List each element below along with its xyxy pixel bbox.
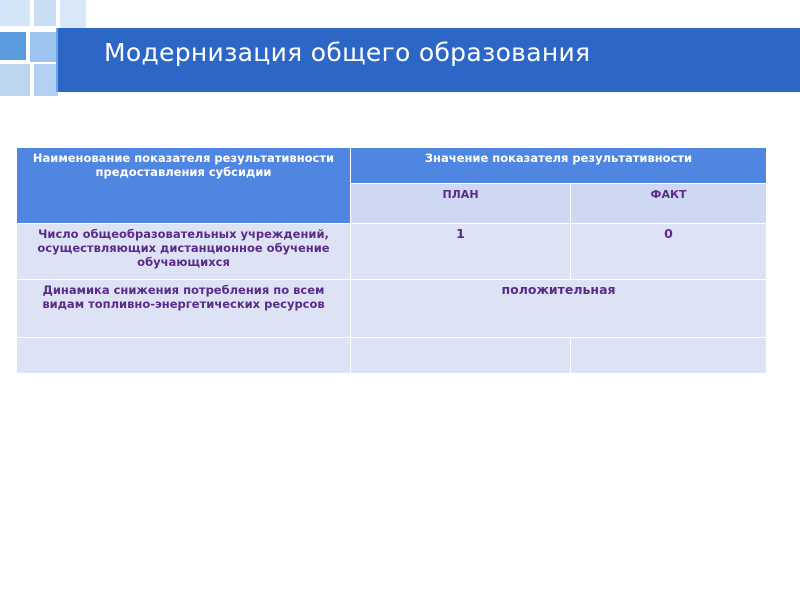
row-plan [351, 338, 571, 374]
decor-square [0, 64, 30, 96]
slide-title: Модернизация общего образования [104, 38, 591, 67]
row-name: Динамика снижения потребления по всем видам топливно-энергетических ресурсов [17, 280, 351, 338]
row-name [17, 338, 351, 374]
decor-square [34, 64, 58, 96]
indicators-table [16, 147, 767, 374]
row-fact [571, 338, 767, 374]
table-row [17, 280, 767, 338]
header-fact: ФАКТ [571, 184, 767, 224]
decor-square [0, 32, 26, 60]
table-row [17, 338, 767, 374]
decor-square [34, 0, 56, 26]
row-fact: 0 [571, 224, 767, 280]
row-value: положительная [351, 280, 767, 338]
header-indicator-name: Наименование показателя результативности предоставления субсидии [17, 148, 351, 224]
row-plan: 1 [351, 224, 571, 280]
decor-square [30, 32, 58, 62]
header-plan: ПЛАН [351, 184, 571, 224]
decor-square [0, 0, 30, 26]
table-row [17, 224, 767, 280]
header-indicator-value: Значение показателя результативности [351, 148, 767, 184]
decor-square [60, 0, 86, 28]
row-name: Число общеобразовательных учреждений, осуществляющих дистанционное обучение обучающихся [17, 224, 351, 280]
